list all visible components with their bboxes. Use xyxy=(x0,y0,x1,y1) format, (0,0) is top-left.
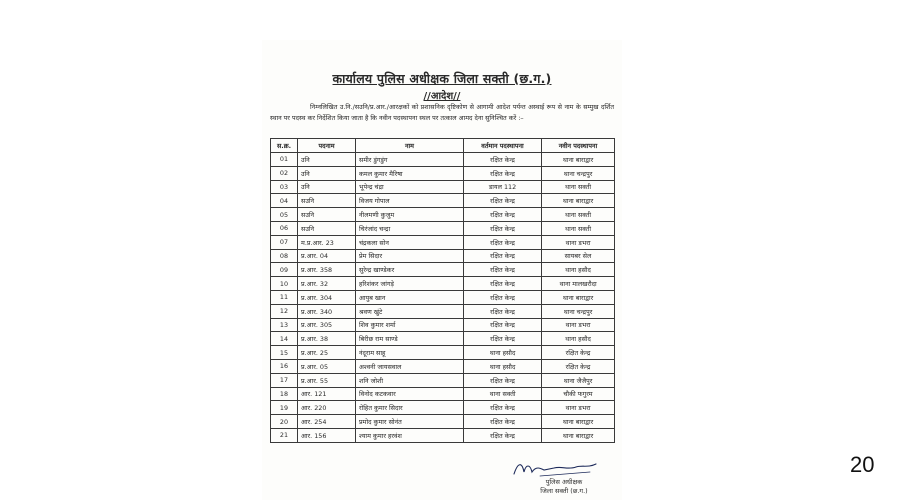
cell-serial: 03 xyxy=(271,180,298,194)
cell-current-posting: रक्षित केन्द्र xyxy=(464,428,542,442)
office-title: कार्यालय पुलिस अधीक्षक जिला सक्ती (छ.ग.) xyxy=(332,71,552,86)
table-row xyxy=(271,166,615,180)
cell-serial: 05 xyxy=(271,208,298,222)
cell-serial: 11 xyxy=(271,290,298,304)
cell-serial: 20 xyxy=(271,415,298,429)
cell-rank: आर. 254 xyxy=(298,415,356,429)
cell-serial: 21 xyxy=(271,428,298,442)
cell-name: नीलमणी कुजुम xyxy=(356,208,464,222)
cell-serial: 02 xyxy=(271,166,298,180)
cell-serial: 09 xyxy=(271,263,298,277)
cell-new-posting: थाना सक्ती xyxy=(542,180,615,194)
cell-serial: 06 xyxy=(271,221,298,235)
cell-new-posting: थाना डभरा xyxy=(542,318,615,332)
table-row xyxy=(271,249,615,263)
cell-rank: उनि xyxy=(298,180,356,194)
cell-current-posting: रक्षित केन्द्र xyxy=(464,194,542,208)
cell-new-posting: थाना जैजैपुर xyxy=(542,373,615,387)
signatory-district: जिला सक्ती (छ.ग.) xyxy=(540,487,588,495)
table-row xyxy=(271,235,615,249)
cell-rank: म.प्र.आर. 23 xyxy=(298,235,356,249)
cell-new-posting: थाना हसौद xyxy=(542,332,615,346)
table-row xyxy=(271,208,615,222)
order-intro-paragraph: निम्नलिखित उ.नि./सउनि/प्र.आर./आरक्षकों को प्रशासनिक दृष्टिकोण से आगामी आदेश पर्यन्त अस्थाई रूप से नाम के सम्मुख दर्शित स्थान पर पदस्थ कर निर्देशित किया जाता है कि नवीन पदस्थापना स्थल पर तत्काल आमद देना सुनिश्चित करें :– xyxy=(270,103,614,122)
table-row xyxy=(271,277,615,291)
cell-name: श्रवण खुंटे xyxy=(356,304,464,318)
cell-name: विनोद कटकवार xyxy=(356,387,464,401)
cell-name: विजय गोपाल xyxy=(356,194,464,208)
table-row xyxy=(271,359,615,373)
cell-current-posting: रक्षित केन्द्र xyxy=(464,401,542,415)
cell-rank: प्र.आर. 304 xyxy=(298,290,356,304)
signatory-designation: पुलिस अधीक्षक xyxy=(545,478,583,486)
cell-name: शनि जोशी xyxy=(356,373,464,387)
table-row xyxy=(271,387,615,401)
cell-new-posting: थाना बाराद्वार xyxy=(542,290,615,304)
cell-new-posting: थाना मालखरौदा xyxy=(542,277,615,291)
order-title-text: //आदेश// xyxy=(423,91,461,102)
cell-name: भूपेन्द्र चंद्रा xyxy=(356,180,464,194)
cell-current-posting: रक्षित केन्द्र xyxy=(464,153,542,167)
cell-name: हरिशंकर जांगड़े xyxy=(356,277,464,291)
table-row xyxy=(271,290,615,304)
cell-serial: 01 xyxy=(271,153,298,167)
table-row xyxy=(271,318,615,332)
cell-serial: 18 xyxy=(271,387,298,401)
scanned-order-document xyxy=(262,40,622,500)
transfer-table xyxy=(270,138,615,443)
cell-rank: प्र.आर. 25 xyxy=(298,346,356,360)
cell-name: कमल कुमार मैरिषा xyxy=(356,166,464,180)
table-row xyxy=(271,304,615,318)
signature-block xyxy=(514,478,614,496)
cell-rank: प्र.आर. 32 xyxy=(298,277,356,291)
cell-new-posting: सायबर सेल xyxy=(542,249,615,263)
table-row xyxy=(271,332,615,346)
cell-rank: प्र.आर. 05 xyxy=(298,359,356,373)
header-new-posting: नवीन पदस्थापना xyxy=(542,139,615,153)
cell-current-posting: रक्षित केन्द्र xyxy=(464,249,542,263)
cell-new-posting: थाना बाराद्वार xyxy=(542,428,615,442)
cell-current-posting: रक्षित केन्द्र xyxy=(464,208,542,222)
header-serial: स.क्र. xyxy=(271,139,298,153)
cell-name: रोहित कुमार सिदार xyxy=(356,401,464,415)
cell-new-posting: थाना चन्द्रपुर xyxy=(542,166,615,180)
table-body xyxy=(271,153,615,443)
cell-current-posting: रक्षित केन्द्र xyxy=(464,263,542,277)
cell-new-posting: रक्षित केन्द्र xyxy=(542,346,615,360)
table-row xyxy=(271,373,615,387)
cell-name: चंद्रकला सोन xyxy=(356,235,464,249)
cell-serial: 14 xyxy=(271,332,298,346)
cell-new-posting: थाना बाराद्वार xyxy=(542,194,615,208)
cell-current-posting: रक्षित केन्द्र xyxy=(464,415,542,429)
cell-serial: 07 xyxy=(271,235,298,249)
cell-new-posting: चौकी फगुरम xyxy=(542,387,615,401)
cell-current-posting: रक्षित केन्द्र xyxy=(464,166,542,180)
cell-new-posting: थाना डभरा xyxy=(542,235,615,249)
cell-name: श्याम कुमार हरवंश xyxy=(356,428,464,442)
cell-name: शिव कुमार शर्मा xyxy=(356,318,464,332)
page-number: 20 xyxy=(850,452,875,477)
cell-current-posting: रक्षित केन्द्र xyxy=(464,318,542,332)
cell-current-posting: थाना हसौद xyxy=(464,359,542,373)
cell-name: बिरीछ राम साण्डे xyxy=(356,332,464,346)
cell-new-posting: थाना सक्ती xyxy=(542,208,615,222)
table-row xyxy=(271,180,615,194)
cell-rank: सउनि xyxy=(298,208,356,222)
cell-new-posting: थाना हसौद xyxy=(542,263,615,277)
handwritten-signature xyxy=(510,458,600,480)
cell-rank: प्र.आर. 340 xyxy=(298,304,356,318)
cell-rank: प्र.आर. 305 xyxy=(298,318,356,332)
cell-new-posting: थाना सक्ती xyxy=(542,221,615,235)
table-header-row xyxy=(271,139,615,153)
cell-name: सुरेन्द्र खाण्डेकर xyxy=(356,263,464,277)
table-row xyxy=(271,153,615,167)
cell-current-posting: रक्षित केन्द्र xyxy=(464,304,542,318)
table-row xyxy=(271,221,615,235)
cell-new-posting: थाना डभरा xyxy=(542,401,615,415)
cell-serial: 15 xyxy=(271,346,298,360)
cell-current-posting: डायल 112 xyxy=(464,180,542,194)
cell-rank: प्र.आर. 04 xyxy=(298,249,356,263)
table-row xyxy=(271,415,615,429)
cell-new-posting: थाना चन्द्रपुर xyxy=(542,304,615,318)
cell-serial: 10 xyxy=(271,277,298,291)
cell-current-posting: रक्षित केन्द्र xyxy=(464,290,542,304)
cell-rank: प्र.आर. 358 xyxy=(298,263,356,277)
cell-name: समीर डुंगडुंग xyxy=(356,153,464,167)
table-row xyxy=(271,428,615,442)
cell-serial: 13 xyxy=(271,318,298,332)
cell-rank: आर. 220 xyxy=(298,401,356,415)
cell-name: नंदूराम साहू xyxy=(356,346,464,360)
cell-rank: उनि xyxy=(298,166,356,180)
header-rank: पदनाम xyxy=(298,139,356,153)
table-row xyxy=(271,346,615,360)
cell-rank: आर. 121 xyxy=(298,387,356,401)
cell-name: चिरंजांद चन्द्रा xyxy=(356,221,464,235)
cell-serial: 12 xyxy=(271,304,298,318)
cell-rank: सउनि xyxy=(298,194,356,208)
cell-serial: 08 xyxy=(271,249,298,263)
cell-name: आयुब खान xyxy=(356,290,464,304)
cell-new-posting: थाना बाराद्वार xyxy=(542,415,615,429)
cell-name: प्रमोद कुमार सोनंत xyxy=(356,415,464,429)
cell-name: अश्वनी जायसवाल xyxy=(356,359,464,373)
cell-current-posting: रक्षित केन्द्र xyxy=(464,277,542,291)
cell-rank: उनि xyxy=(298,153,356,167)
cell-rank: आर. 156 xyxy=(298,428,356,442)
cell-name: प्रेम सिदार xyxy=(356,249,464,263)
cell-current-posting: रक्षित केन्द्र xyxy=(464,221,542,235)
cell-serial: 19 xyxy=(271,401,298,415)
cell-rank: प्र.आर. 55 xyxy=(298,373,356,387)
cell-rank: प्र.आर. 38 xyxy=(298,332,356,346)
order-title xyxy=(262,88,622,102)
cell-new-posting: रक्षित केन्द्र xyxy=(542,359,615,373)
table-row xyxy=(271,263,615,277)
cell-serial: 04 xyxy=(271,194,298,208)
cell-current-posting: रक्षित केन्द्र xyxy=(464,373,542,387)
cell-serial: 17 xyxy=(271,373,298,387)
header-name: नाम xyxy=(356,139,464,153)
header-current-posting: वर्तमान पदस्थापना xyxy=(464,139,542,153)
cell-current-posting: थाना हसौद xyxy=(464,346,542,360)
cell-current-posting: थाना सक्ती xyxy=(464,387,542,401)
cell-serial: 16 xyxy=(271,359,298,373)
cell-rank: सउनि xyxy=(298,221,356,235)
cell-new-posting: थाना बाराद्वार xyxy=(542,153,615,167)
cell-current-posting: रक्षित केन्द्र xyxy=(464,332,542,346)
table-row xyxy=(271,194,615,208)
table-row xyxy=(271,401,615,415)
cell-current-posting: रक्षित केन्द्र xyxy=(464,235,542,249)
